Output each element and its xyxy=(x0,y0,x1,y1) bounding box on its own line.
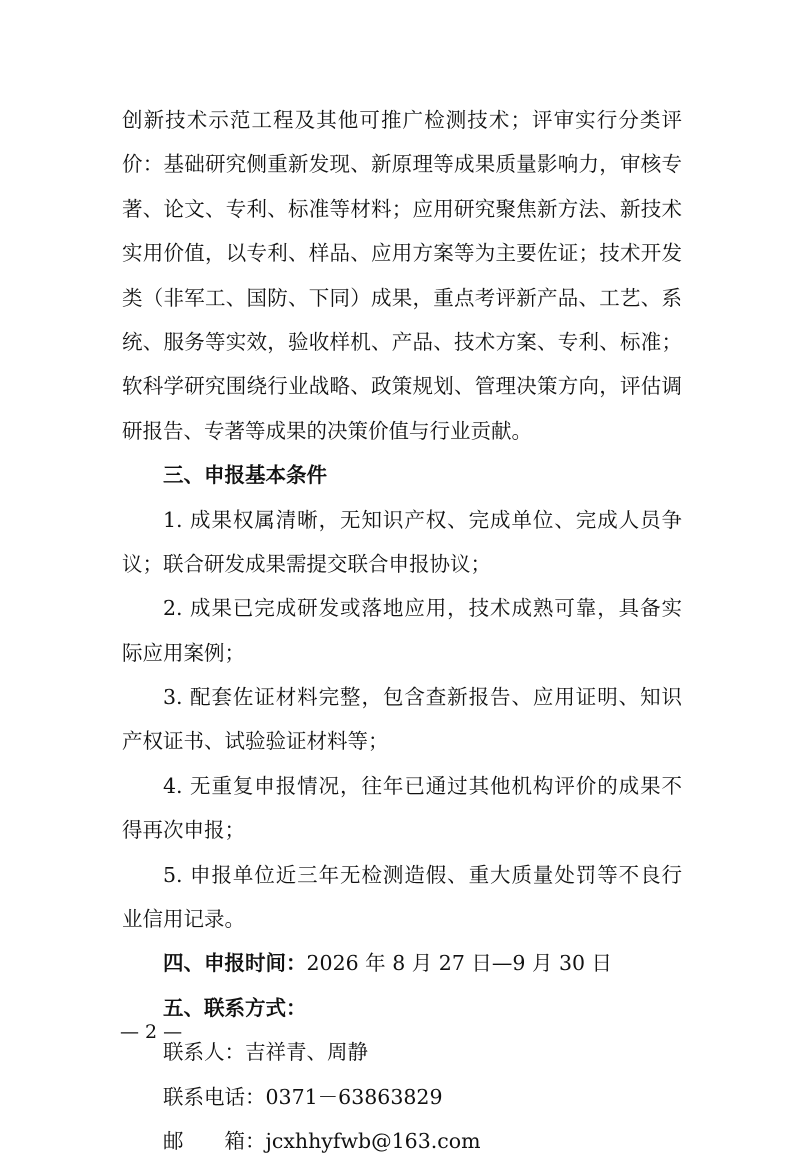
contact-person-value: 吉祥青、周静 xyxy=(245,1040,368,1065)
contact-email-value[interactable]: jcxhhyfwb@163.com xyxy=(265,1128,481,1153)
requirement-item-3-line-1: 3. 配套佐证材料完整，包含查新报告、应用证明、知识 xyxy=(163,685,682,710)
body-line: 类（非军工、国防、下同）成果，重点考评新产品、工艺、系 xyxy=(122,285,682,310)
page-number: — 2 — xyxy=(120,1021,183,1043)
contact-person-row xyxy=(122,1030,682,1074)
body-line: 统、服务等实效，验收样机、产品、技术方案、专利、标准； xyxy=(122,329,682,354)
document-body xyxy=(122,98,682,1163)
requirement-item-4-line-2: 得再次申报； xyxy=(122,818,245,843)
contact-phone-label: 联系电话： xyxy=(163,1084,266,1109)
requirement-item-2-line-2: 际应用案例； xyxy=(122,640,245,665)
contact-email-label: 邮 箱： xyxy=(163,1128,266,1153)
section-heading-contact: 五、联系方式： xyxy=(163,995,307,1020)
body-line: 软科学研究围绕行业战略、政策规划、管理决策方向，评估调 xyxy=(122,374,682,399)
requirement-item-1-line-2: 议；联合研发成果需提交联合申报协议； xyxy=(122,551,491,576)
requirement-item-1-line-1: 1. 成果权属清晰，无知识产权、完成单位、完成人员争 xyxy=(163,507,682,532)
body-line: 研报告、专著等成果的决策价值与行业贡献。 xyxy=(122,418,532,443)
contact-person-label: 联系人： xyxy=(163,1040,245,1065)
contact-phone-value: 0371－63863829 xyxy=(265,1084,443,1109)
contact-email-row xyxy=(122,1119,682,1163)
requirement-item-5-line-2: 业信用记录。 xyxy=(122,907,245,932)
contact-phone-row xyxy=(122,1075,682,1119)
requirement-item-5-line-1: 5. 申报单位近三年无检测造假、重大质量处罚等不良行 xyxy=(163,862,682,887)
body-line: 价：基础研究侧重新发现、新原理等成果质量影响力，审核专 xyxy=(122,152,682,177)
body-line: 实用价值，以专利、样品、应用方案等为主要佐证；技术开发 xyxy=(122,241,682,266)
section-heading-requirements: 三、申报基本条件 xyxy=(163,463,327,488)
body-line: 著、论文、专利、标准等材料；应用研究聚焦新方法、新技术 xyxy=(122,196,682,221)
requirement-item-2-line-1: 2. 成果已完成研发或落地应用，技术成熟可靠，具备实 xyxy=(163,596,682,621)
requirement-item-4-line-1: 4. 无重复申报情况，往年已通过其他机构评价的成果不 xyxy=(163,773,682,798)
body-line: 创新技术示范工程及其他可推广检测技术；评审实行分类评 xyxy=(122,108,682,132)
application-time-row xyxy=(122,941,682,985)
section-heading-time: 四、申报时间： xyxy=(163,951,307,976)
requirement-item-3-line-2: 产权证书、试验验证材料等； xyxy=(122,729,389,754)
application-time-value: 2026 年 8 月 27 日—9 月 30 日 xyxy=(306,951,613,976)
